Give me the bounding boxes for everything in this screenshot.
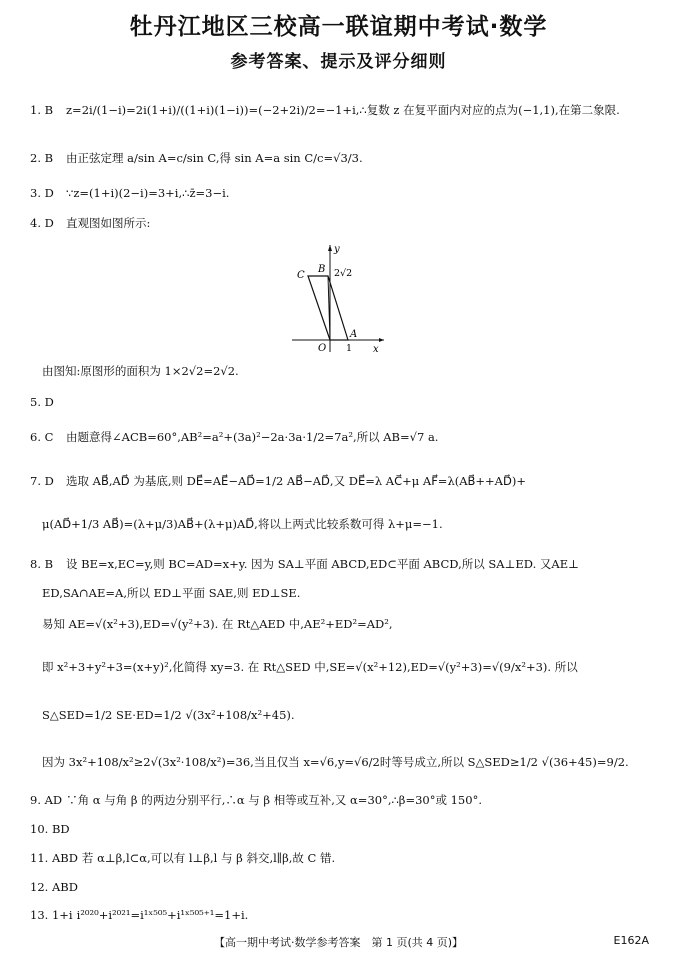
answer-number: 12. ABD [30,880,78,894]
answer-item [30,395,66,410]
answer-item [30,430,438,445]
y-axis-arrow [328,245,332,251]
answer-number: 7. D [30,474,54,488]
answer-text: 直观图如图所示: [66,216,151,230]
answer-number: 5. D [30,395,54,409]
answer-item [30,151,363,166]
answer-number: 13. 1+i [30,908,73,922]
answer-item [30,474,526,489]
answer-item [30,880,82,895]
origin-label: O [318,343,327,354]
answer-item [30,793,482,808]
point-a-label: A [350,329,358,340]
answer-item [30,186,229,201]
q8-line-4: 即 x²+3+y²+3=(x+y)²,化简得 xy=3. 在 Rt△SED 中,SE=√(x²+12),ED=√(y²+3)=√(9/x²+3). 所以 [42,660,578,674]
answer-text: 若 α⊥β,l⊂α,可以有 l⊥β,l 与 β 斜交,l∥β,故 C 错. [81,851,336,865]
answer-item [30,216,150,231]
q8-line-6: 因为 3x²+108/x²≥2√(3x²·108/x²)=36,当且仅当 x=√6,y=√6/2时等号成立,所以 S△SED≥1/2 √(36+45)=9/2. [42,755,629,769]
q8-line-3: 易知 AE=√(x²+3),ED=√(y²+3). 在 Rt△AED 中,AE²+ED²=AD², [42,617,393,631]
page-subtitle: 参考答案、提示及评分细则 [230,52,447,72]
point-b-label: B [318,264,326,275]
answer-text: z=2i/(1−i)=2i(1+i)/((1+i)(1−i))=(−2+2i)/2=−1+i,∴复数 z 在复平面内对应的点为(−1,1),在第二象限. [66,103,620,117]
answer-item [30,557,579,572]
answer-number: 6. C [30,430,54,444]
answer-text: i²⁰²⁰+i²⁰²¹=i¹ˣ⁵⁰⁵+i¹ˣ⁵⁰⁵⁺¹=1+i. [76,908,249,922]
answer-text: ∵z=(1+i)(2−i)=3+i,∴z̄=3−i. [66,186,230,200]
answer-number: 1. B [30,103,54,117]
answer-number: 2. B [30,151,54,165]
q8-line-5: S△SED=1/2 SE·ED=1/2 √(3x²+108/x²+45). [42,708,295,722]
answer-text: 选取 AB⃗,AD⃗ 为基底,则 DE⃗=AE⃗−AD⃗=1/2 AB⃗−AD⃗,又 DE⃗=λ AC⃗+μ AF⃗=λ(AB⃗++AD⃗)+ [66,474,526,488]
answer-item [30,103,620,118]
answer-text: ∵角 α 与角 β 的两边分别平行,∴α 与 β 相等或互补,又 α=30°,∴β=30°或 150°. [66,793,482,807]
x-axis-arrow [379,338,384,342]
page-footer: 【高一期中考试·数学参考答案 第 1 页(共 4 页)】 [213,936,464,949]
answer-number: 8. B [30,557,54,571]
answer-item [30,822,74,837]
answer-number: 3. D [30,186,54,200]
y-axis-label: y [334,244,340,255]
q7-line-2: μ(AD⃗+1/3 AB⃗)=(λ+μ/3)AB⃗+(λ+μ)AD⃗,将以上两式比较系数可得 λ+μ=−1. [42,517,443,531]
x-axis-label: x [373,344,379,355]
intuitive-diagram [290,240,390,360]
answer-number: 4. D [30,216,54,230]
q8-line-2: ED,SA∩AE=A,所以 ED⊥平面 SAE,则 ED⊥SE. [42,586,301,600]
point-c-label: C [297,270,305,281]
q4-note: 由图知:原图形的面积为 1×2√2=2√2. [42,364,239,378]
y-mark-label: 2√2 [334,268,353,279]
answer-item [30,908,248,923]
answer-text: 由正弦定理 a/sin A=c/sin C,得 sin A=a sin C/c=√3/3. [66,151,363,165]
answer-item [30,851,335,866]
answer-number: 9. AD [30,793,63,807]
answer-number: 10. BD [30,822,70,836]
answer-number: 11. ABD [30,851,78,865]
paper-code: E162A [613,934,649,947]
answer-text: 由题意得∠ACB=60°,AB²=a²+(3a)²−2a·3a·1/2=7a²,所以 AB=√7 a. [66,430,439,444]
page-title: 牡丹江地区三校高一联谊期中考试·数学 [129,14,548,40]
x-mark-label: 1 [346,343,353,354]
answer-text: 设 BE=x,EC=y,则 BC=AD=x+y. 因为 SA⊥平面 ABCD,ED⊂平面 ABCD,所以 SA⊥ED. 又AE⊥ [66,557,579,571]
